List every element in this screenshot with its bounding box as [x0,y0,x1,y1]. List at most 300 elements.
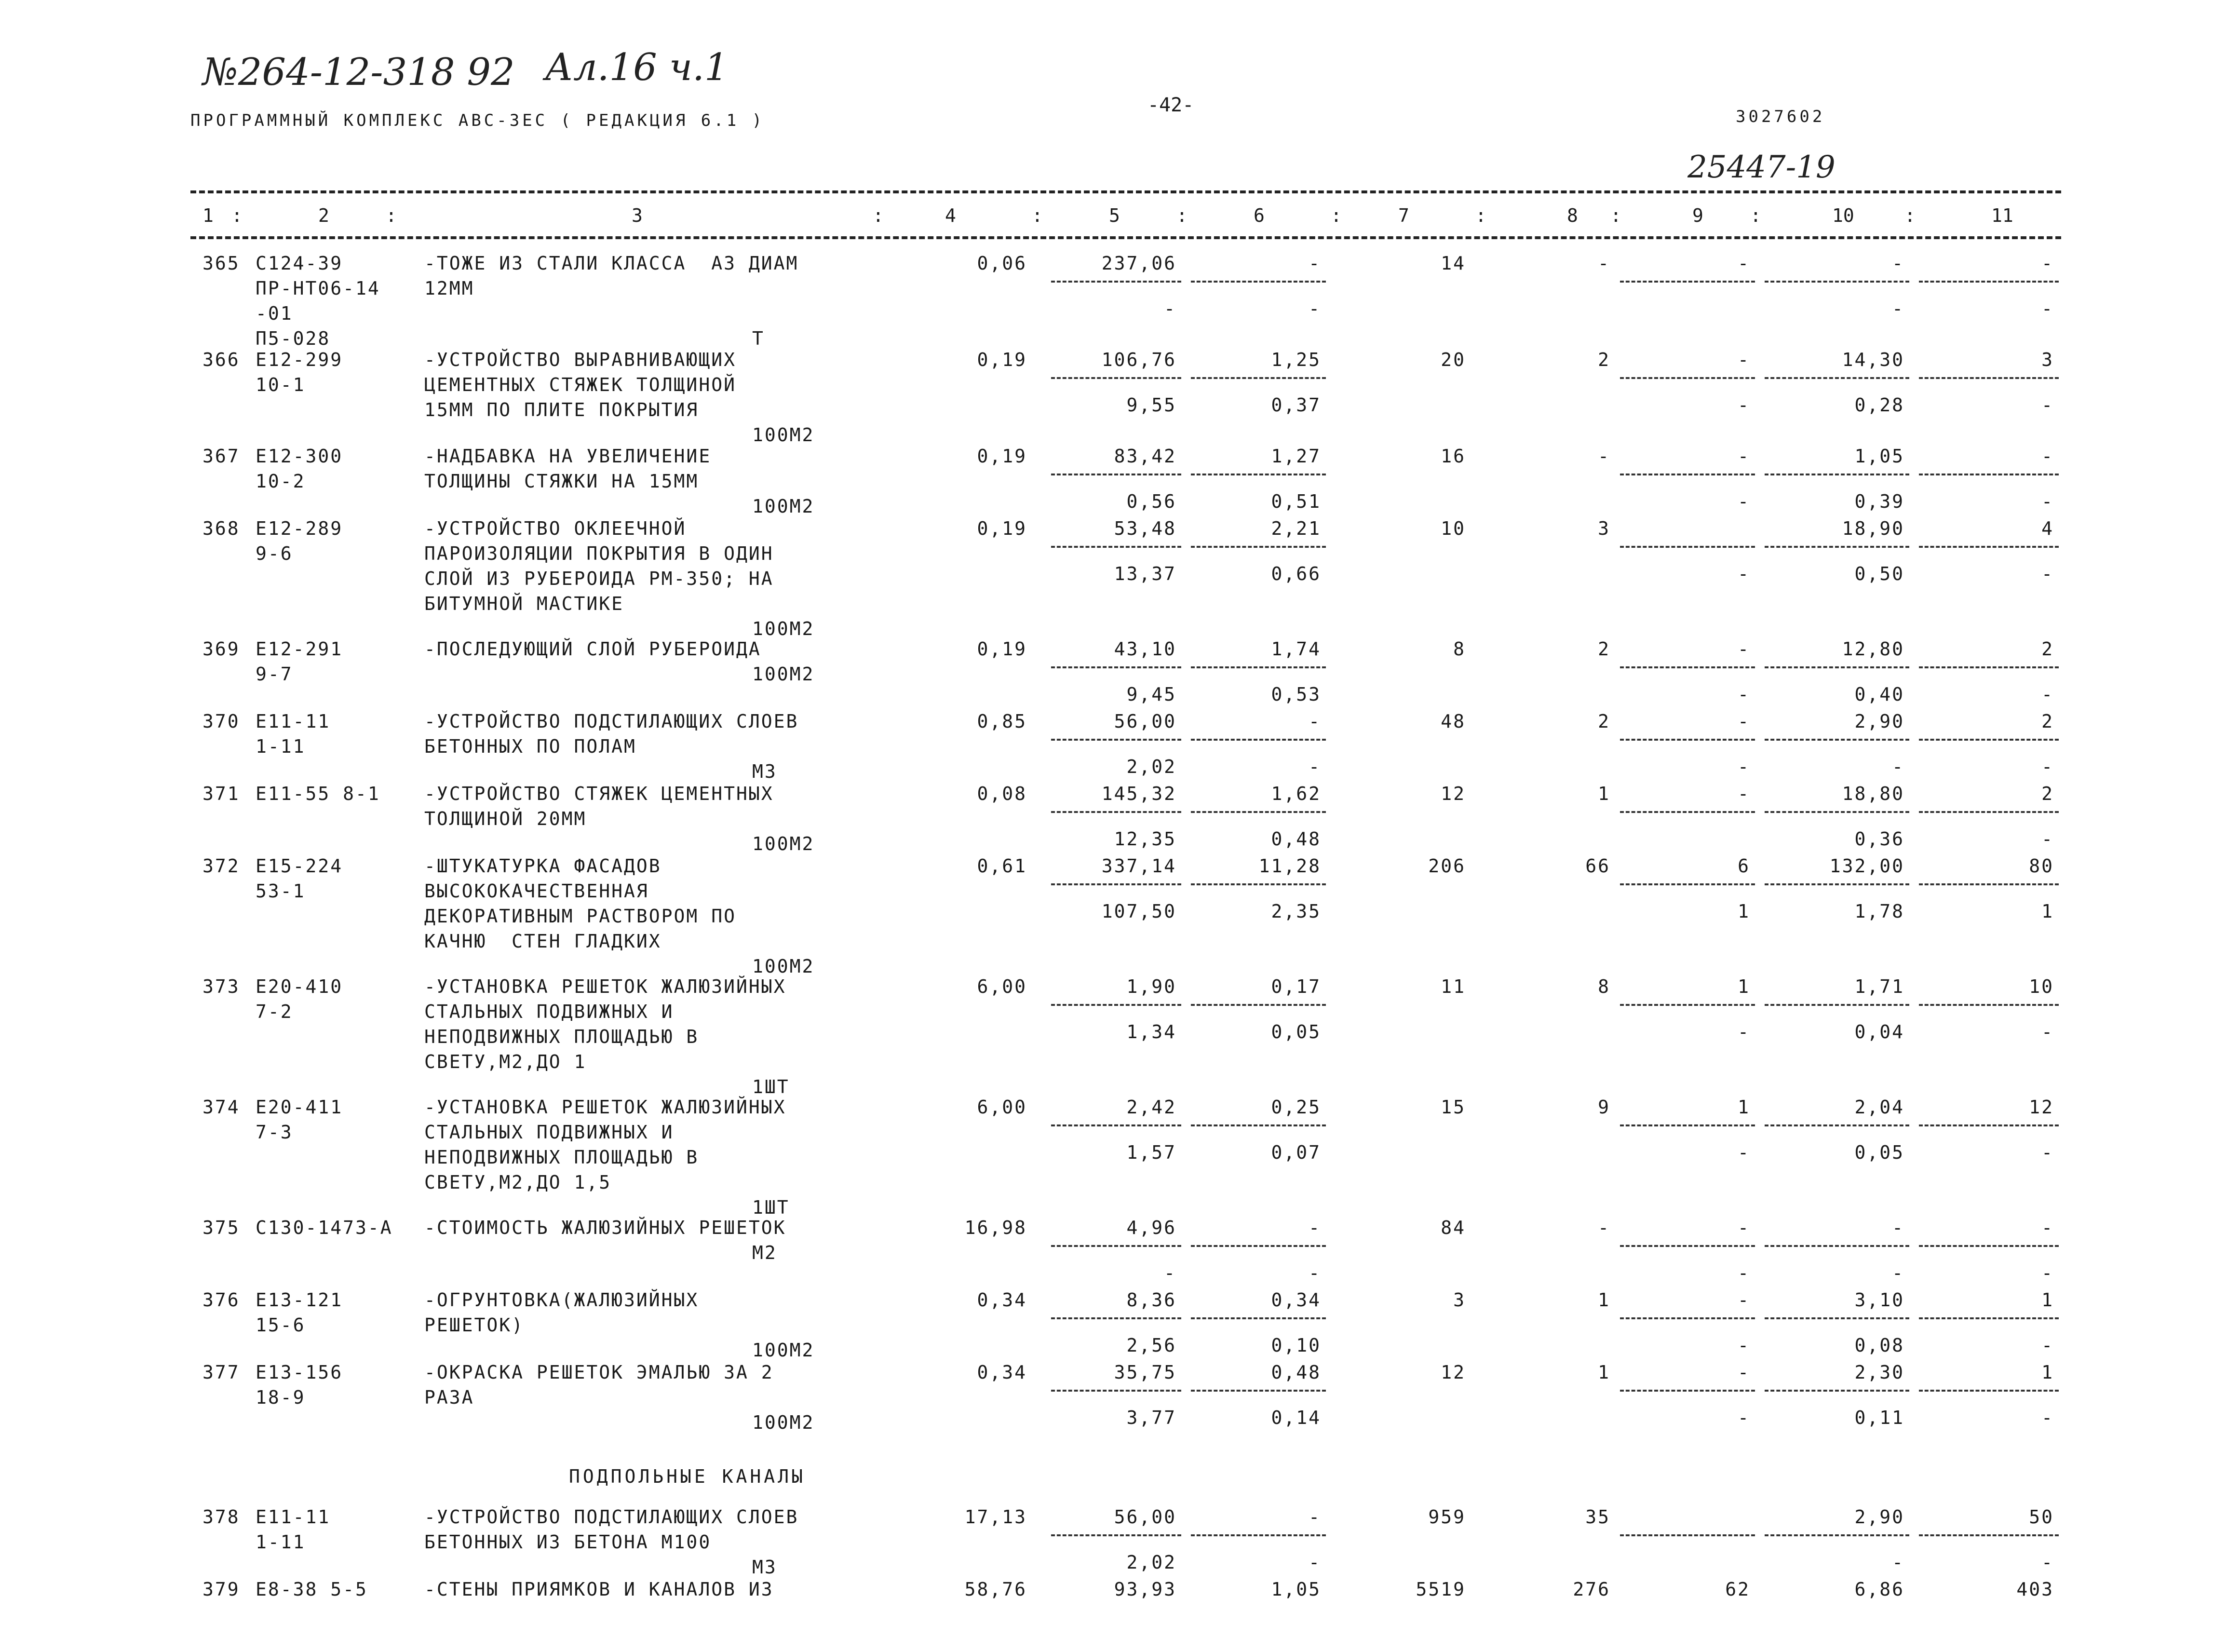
row-rule-col6 [1191,811,1326,813]
cell-col10-top: 12,80 [1842,638,1904,660]
row-rule-col5 [1051,1390,1181,1392]
cell-col4: 6,00 [977,1097,1027,1118]
row-rule-col9 [1620,1245,1755,1247]
cell-col6-bottom: 2,35 [1271,901,1321,922]
row-number: 365 [202,253,240,274]
row-rule-col9 [1620,546,1755,548]
row-desc-line: БИТУМНОЙ МАСТИКЕ [424,593,624,614]
cell-col7: 5519 [1416,1579,1466,1600]
cell-col9-top: - [1738,1289,1750,1311]
cell-col7: 16 [1441,446,1466,467]
cell-col11-bottom: - [2041,1552,2054,1573]
cell-col4: 0,19 [977,638,1027,660]
row-desc-line: 100М2 [752,496,815,517]
cell-col4: 17,13 [964,1506,1027,1528]
column-header-12: 7 [1398,205,1409,226]
header-rule-top [190,190,2061,193]
cell-col6-top: 1,74 [1271,638,1321,660]
cell-col6-top: 1,05 [1271,1579,1321,1600]
row-rule-col11 [1919,666,2059,668]
row-number: 370 [202,711,240,732]
cell-col5-top: 2,42 [1126,1097,1176,1118]
cell-col11-top: 2 [2041,638,2054,660]
row-desc-line: СЛОЙ ИЗ РУБЕРОИДА РМ-350; НА [424,568,774,589]
row-desc-line: 100М2 [752,664,815,685]
cell-col11-top: 2 [2041,711,2054,732]
cell-col10-bottom: 1,78 [1854,901,1904,922]
row-rule-col5 [1051,1245,1181,1247]
row-rule-col10 [1765,883,1909,885]
column-header-19: : [1904,205,1916,226]
row-number: 373 [202,976,240,997]
row-code-line: 9-7 [256,664,293,685]
column-header-1: : [231,205,243,226]
cell-col6-bottom: 0,14 [1271,1407,1321,1428]
cell-col9-bottom: - [1738,394,1750,416]
cell-col5-top: 35,75 [1114,1362,1176,1383]
cell-col10-top: 2,04 [1854,1097,1904,1118]
header-rule-bottom [190,236,2061,239]
cell-col7: 3 [1453,1289,1466,1311]
cell-col10-top: - [1892,253,1904,274]
cell-col5-top: 337,14 [1101,855,1176,877]
row-number: 378 [202,1506,240,1528]
row-rule-col11 [1919,281,2059,283]
row-code-line: 18-9 [256,1387,306,1408]
row-code-line: Е12-291 [256,638,343,660]
column-header-9: : [1176,205,1188,226]
cell-col11-bottom: - [2041,491,2054,512]
row-rule-col10 [1765,1124,1909,1126]
cell-col4: 0,61 [977,855,1027,877]
row-rule-col5 [1051,474,1181,475]
row-rule-col9 [1620,377,1755,379]
cell-col5-bottom: 2,56 [1126,1335,1176,1356]
cell-col9-bottom: - [1738,684,1750,705]
cell-col6-bottom: 0,05 [1271,1021,1321,1043]
row-code-line: Е12-300 [256,446,343,467]
cell-col5-bottom: 3,77 [1126,1407,1176,1428]
cell-col8: - [1598,446,1610,467]
cell-col7: 206 [1428,855,1466,877]
row-rule-col11 [1919,474,2059,475]
row-rule-col9 [1620,883,1755,885]
cell-col4: 0,19 [977,446,1027,467]
row-desc-line: ВЫСОКОКАЧЕСТВЕННАЯ [424,880,649,902]
row-desc-line: 100М2 [752,424,815,446]
row-rule-col9 [1620,1124,1755,1126]
row-desc-line: -ОГРУНТОВКА(ЖАЛЮЗИЙНЫХ [424,1289,699,1311]
row-desc-line: БЕТОННЫХ ИЗ БЕТОНА М100 [424,1531,712,1553]
cell-col5-top: 93,93 [1114,1579,1176,1600]
row-desc-line: -УСТРОЙСТВО ОКЛЕЕЧНОЙ [424,518,687,539]
row-code-line: Е20-410 [256,976,343,997]
cell-col10-bottom: 0,04 [1854,1021,1904,1043]
row-desc-line: ЦЕМЕНТНЫХ СТЯЖЕК ТОЛЩИНОЙ [424,374,736,395]
cell-col4: 0,34 [977,1362,1027,1383]
row-rule-col10 [1765,739,1909,741]
row-code-line: С130-1473-А [256,1217,393,1238]
row-rule-col11 [1919,883,2059,885]
cell-col8: 1 [1598,1289,1610,1311]
cell-col4: 0,34 [977,1289,1027,1311]
column-header-4: 3 [632,205,643,226]
row-rule-col5 [1051,377,1181,379]
row-rule-col9 [1620,474,1755,475]
column-header-11: : [1331,205,1342,226]
cell-col8: 1 [1598,783,1610,804]
cell-col7: 84 [1441,1217,1466,1238]
cell-col8: - [1598,1217,1610,1238]
cell-col5-top: 106,76 [1101,349,1176,370]
cell-col6-top: 1,25 [1271,349,1321,370]
cell-col5-bottom: - [1164,1262,1176,1284]
cell-col6-bottom: 0,66 [1271,563,1321,584]
cell-col4: 0,19 [977,349,1027,370]
row-rule-col11 [1919,1534,2059,1536]
column-header-16: 9 [1692,205,1703,226]
row-rule-col11 [1919,811,2059,813]
cell-col10-top: 18,80 [1842,783,1904,804]
row-rule-col11 [1919,1004,2059,1006]
row-desc-line: 100М2 [752,833,815,854]
row-desc-line: БЕТОННЫХ ПО ПОЛАМ [424,736,636,757]
row-desc-line: 15ММ ПО ПЛИТЕ ПОКРЫТИЯ [424,399,699,420]
row-rule-col6 [1191,1317,1326,1319]
row-code-line: Е11-55 8-1 [256,783,380,804]
cell-col5-bottom: 107,50 [1101,901,1176,922]
cell-col7: 48 [1441,711,1466,732]
row-desc-line: СТАЛЬНЫХ ПОДВИЖНЫХ И [424,1122,674,1143]
cell-col9-bottom: 1 [1738,901,1750,922]
cell-col11-bottom: - [2041,394,2054,416]
row-desc-line: -ТОЖЕ ИЗ СТАЛИ КЛАССА А3 ДИАМ [424,253,799,274]
row-rule-col6 [1191,546,1326,548]
row-code-line: 1-11 [256,736,306,757]
cell-col8: 66 [1585,855,1610,877]
cell-col11-top: 403 [2016,1579,2054,1600]
row-desc-line: 1ШТ [752,1197,790,1218]
cell-col6-bottom: 0,37 [1271,394,1321,416]
cell-col5-bottom: 0,56 [1126,491,1176,512]
cell-col11-top: 4 [2041,518,2054,539]
row-desc-line: 100М2 [752,1412,815,1433]
row-rule-col5 [1051,883,1181,885]
cell-col6-top: 2,21 [1271,518,1321,539]
row-rule-col11 [1919,1317,2059,1319]
row-desc-line: РЕШЕТОК) [424,1314,525,1336]
row-rule-col5 [1051,1124,1181,1126]
row-desc-line: 1ШТ [752,1076,790,1097]
cell-col7: 20 [1441,349,1466,370]
column-header-5: : [873,205,884,226]
row-rule-col5 [1051,666,1181,668]
cell-col11-top: 10 [2029,976,2054,997]
row-rule-col11 [1919,1124,2059,1126]
row-desc-line: -УСТРОЙСТВО ПОДСТИЛАЮЩИХ СЛОЕВ [424,711,799,732]
row-desc-line: 100М2 [752,956,815,977]
handwritten-code: №264-12-318 92 [202,51,515,94]
row-rule-col9 [1620,739,1755,741]
cell-col11-bottom: 1 [2041,901,2054,922]
cell-col10-bottom: 0,28 [1854,394,1904,416]
column-header-17: : [1750,205,1761,226]
row-desc-line: -УСТАНОВКА РЕШЕТОК ЖАЛЮЗИЙНЫХ [424,1097,786,1118]
row-number: 367 [202,446,240,467]
row-rule-col10 [1765,546,1909,548]
cell-col6-top: 0,25 [1271,1097,1321,1118]
row-rule-col6 [1191,281,1326,283]
cell-col11-bottom: - [2041,1021,2054,1043]
cell-col6-bottom: - [1309,1262,1321,1284]
row-code-line: 10-1 [256,374,306,395]
column-header-14: 8 [1567,205,1578,226]
row-code-line: 1-11 [256,1531,306,1553]
cell-col8: 1 [1598,1362,1610,1383]
cell-col9-bottom: - [1738,563,1750,584]
row-code-line: Е8-38 5-5 [256,1579,368,1600]
cell-col8: 9 [1598,1097,1610,1118]
cell-col10-top: 1,05 [1854,446,1904,467]
cell-col9-top: - [1738,1217,1750,1238]
row-rule-col10 [1765,666,1909,668]
column-header-20: 11 [1991,205,2013,226]
row-rule-col9 [1620,666,1755,668]
cell-col11-top: - [2041,253,2054,274]
cell-col10-bottom: 0,36 [1854,828,1904,850]
cell-col9-top: - [1738,783,1750,804]
page-number: -42- [1147,94,1194,116]
cell-col5-top: 56,00 [1114,711,1176,732]
row-code-line: -01 [256,303,293,324]
cell-col6-top: - [1309,253,1321,274]
cell-col10-bottom: - [1892,298,1904,319]
row-rule-col5 [1051,1534,1181,1536]
cell-col9-bottom: - [1738,1407,1750,1428]
cell-col10-bottom: 0,05 [1854,1142,1904,1163]
cell-col8: 2 [1598,711,1610,732]
row-desc-line: Т [752,328,765,349]
cell-col8: 8 [1598,976,1610,997]
row-desc-line: -ПОСЛЕДУЮЩИЙ СЛОЙ РУБЕРОИДА [424,638,761,660]
column-header-15: : [1610,205,1621,226]
cell-col10-top: 132,00 [1829,855,1904,877]
row-desc-line: КАЧНЮ СТЕН ГЛАДКИХ [424,931,661,952]
cell-col5-top: 237,06 [1101,253,1176,274]
cell-col5-bottom: - [1164,298,1176,319]
cell-col11-top: 1 [2041,1362,2054,1383]
cell-col5-top: 1,90 [1126,976,1176,997]
program-title: ПРОГРАММНЫЙ КОМПЛЕКС АВС-ЗЕС ( РЕДАКЦИЯ 6.1 ) [190,111,765,130]
row-code-line: 10-2 [256,471,306,492]
row-code-line: 15-6 [256,1314,306,1336]
cell-col6-top: 11,28 [1258,855,1321,877]
column-header-13: : [1475,205,1486,226]
row-desc-line: -СТЕНЫ ПРИЯМКОВ И КАНАЛОВ ИЗ [424,1579,774,1600]
row-rule-col6 [1191,377,1326,379]
cell-col11-bottom: - [2041,298,2054,319]
cell-col8: 2 [1598,638,1610,660]
cell-col5-bottom: 9,45 [1126,684,1176,705]
handwritten-sheet: Ал.16 ч.1 [545,46,729,89]
row-desc-line: -СТОИМОСТЬ ЖАЛЮЗИЙНЫХ РЕШЕТОК [424,1217,786,1238]
row-desc-line: -НАДБАВКА НА УВЕЛИЧЕНИЕ [424,446,712,467]
row-rule-col10 [1765,1534,1909,1536]
cell-col6-top: 1,27 [1271,446,1321,467]
row-desc-line: М3 [752,761,777,782]
cell-col9-top: 1 [1738,1097,1750,1118]
cell-col7: 10 [1441,518,1466,539]
cell-col7: 8 [1453,638,1466,660]
cell-col8: 2 [1598,349,1610,370]
cell-col11-top: 80 [2029,855,2054,877]
row-code-line: 7-3 [256,1122,293,1143]
cell-col9-top: - [1738,711,1750,732]
row-code-line: С124-39 [256,253,343,274]
cell-col9-top: 62 [1725,1579,1750,1600]
row-rule-col10 [1765,377,1909,379]
cell-col5-bottom: 2,02 [1126,756,1176,777]
row-rule-col6 [1191,1124,1326,1126]
row-rule-col5 [1051,1317,1181,1319]
cell-col5-top: 53,48 [1114,518,1176,539]
row-desc-line: ТОЛЩИНОЙ 20ММ [424,808,587,829]
cell-col7: 11 [1441,976,1466,997]
cell-col6-bottom: 0,53 [1271,684,1321,705]
cell-col8: 3 [1598,518,1610,539]
section-title: ПОДПОЛЬНЫЕ КАНАЛЫ [569,1466,806,1487]
cell-col5-top: 43,10 [1114,638,1176,660]
row-desc-line: СВЕТУ,М2,ДО 1,5 [424,1172,612,1193]
row-code-line: Е11-11 [256,1506,331,1528]
cell-col11-bottom: - [2041,1407,2054,1428]
row-rule-col9 [1620,1317,1755,1319]
row-rule-col6 [1191,666,1326,668]
cell-col7: 12 [1441,783,1466,804]
cell-col4: 6,00 [977,976,1027,997]
row-number: 369 [202,638,240,660]
cell-col9-bottom: - [1738,491,1750,512]
row-desc-line: ПАРОИЗОЛЯЦИИ ПОКРЫТИЯ В ОДИН [424,543,774,564]
row-number: 374 [202,1097,240,1118]
row-desc-line: НЕПОДВИЖНЫХ ПЛОЩАДЬЮ В [424,1147,699,1168]
row-code-line: 9-6 [256,543,293,564]
cell-col10-top: 18,90 [1842,518,1904,539]
column-header-0: 1 [202,205,214,226]
cell-col4: 16,98 [964,1217,1027,1238]
row-desc-line: -УСТРОЙСТВО ПОДСТИЛАЮЩИХ СЛОЕВ [424,1506,799,1528]
cell-col5-top: 4,96 [1126,1217,1176,1238]
row-code-line: ПР-НТ06-14 [256,278,380,299]
cell-col7: 15 [1441,1097,1466,1118]
cell-col9-bottom: - [1738,1142,1750,1163]
cell-col5-top: 56,00 [1114,1506,1176,1528]
row-rule-col6 [1191,1004,1326,1006]
cell-col6-bottom: 0,07 [1271,1142,1321,1163]
cell-col6-bottom: 0,51 [1271,491,1321,512]
row-number: 377 [202,1362,240,1383]
row-number: 375 [202,1217,240,1238]
row-rule-col6 [1191,1534,1326,1536]
row-code-line: Е12-299 [256,349,343,370]
row-desc-line: СТАЛЬНЫХ ПОДВИЖНЫХ И [424,1001,674,1022]
cell-col6-bottom: - [1309,298,1321,319]
row-rule-col11 [1919,1390,2059,1392]
cell-col11-top: 12 [2029,1097,2054,1118]
cell-col8: - [1598,253,1610,274]
cell-col11-bottom: - [2041,756,2054,777]
cell-col11-bottom: - [2041,563,2054,584]
row-number: 376 [202,1289,240,1311]
row-code-line: Е11-11 [256,711,331,732]
cell-col6-top: - [1309,1217,1321,1238]
cell-col6-bottom: - [1309,1552,1321,1573]
row-desc-line: М3 [752,1557,777,1578]
cell-col10-bottom: - [1892,1262,1904,1284]
row-code-line: Е12-289 [256,518,343,539]
cell-col4: 0,85 [977,711,1027,732]
cell-col7: 12 [1441,1362,1466,1383]
row-number: 366 [202,349,240,370]
cell-col6-top: 0,17 [1271,976,1321,997]
cell-col6-bottom: 0,48 [1271,828,1321,850]
row-code-line: Е20-411 [256,1097,343,1118]
cell-col10-top: 2,90 [1854,711,1904,732]
cell-col11-bottom: - [2041,1335,2054,1356]
cell-col11-bottom: - [2041,1262,2054,1284]
cell-col10-top: 1,71 [1854,976,1904,997]
cell-col9-top: 1 [1738,976,1750,997]
row-rule-col9 [1620,1004,1755,1006]
row-desc-line: -ОКРАСКА РЕШЕТОК ЭМАЛЬЮ ЗА 2 [424,1362,774,1383]
row-desc-line: -УСТРОЙСТВО СТЯЖЕК ЦЕМЕНТНЫХ [424,783,774,804]
row-desc-line: -ШТУКАТУРКА ФАСАДОВ [424,855,661,877]
row-desc-line: ТОЛЩИНЫ СТЯЖКИ НА 15ММ [424,471,699,492]
row-rule-col6 [1191,1390,1326,1392]
cell-col6-top: 0,34 [1271,1289,1321,1311]
cell-col8: 276 [1573,1579,1610,1600]
row-desc-line: ДЕКОРАТИВНЫМ РАСТВОРОМ ПО [424,906,736,927]
row-desc-line: СВЕТУ,М2,ДО 1 [424,1051,587,1072]
cell-col9-bottom: - [1738,756,1750,777]
cell-col11-top: 3 [2041,349,2054,370]
column-header-6: 4 [945,205,956,226]
cell-col6-top: - [1309,1506,1321,1528]
cell-col10-top: 6,86 [1854,1579,1904,1600]
cell-col5-bottom: 12,35 [1114,828,1176,850]
cell-col5-bottom: 2,02 [1126,1552,1176,1573]
row-rule-col9 [1620,1390,1755,1392]
row-desc-line: РАЗА [424,1387,474,1408]
row-rule-col10 [1765,1004,1909,1006]
row-desc-line: -УСТРОЙСТВО ВЫРАВНИВАЮЩИХ [424,349,736,370]
cell-col11-top: - [2041,1217,2054,1238]
cell-col11-bottom: - [2041,828,2054,850]
row-rule-col10 [1765,1245,1909,1247]
cell-col11-bottom: - [2041,684,2054,705]
row-rule-col9 [1620,811,1755,813]
cell-col9-top: - [1738,349,1750,370]
cell-col9-top: - [1738,1362,1750,1383]
row-rule-col10 [1765,1317,1909,1319]
column-header-10: 6 [1254,205,1265,226]
row-rule-col9 [1620,281,1755,283]
row-code-line: 7-2 [256,1001,293,1022]
row-rule-col9 [1620,1534,1755,1536]
row-desc-line: 12ММ [424,278,474,299]
row-number: 371 [202,783,240,804]
row-rule-col5 [1051,1004,1181,1006]
